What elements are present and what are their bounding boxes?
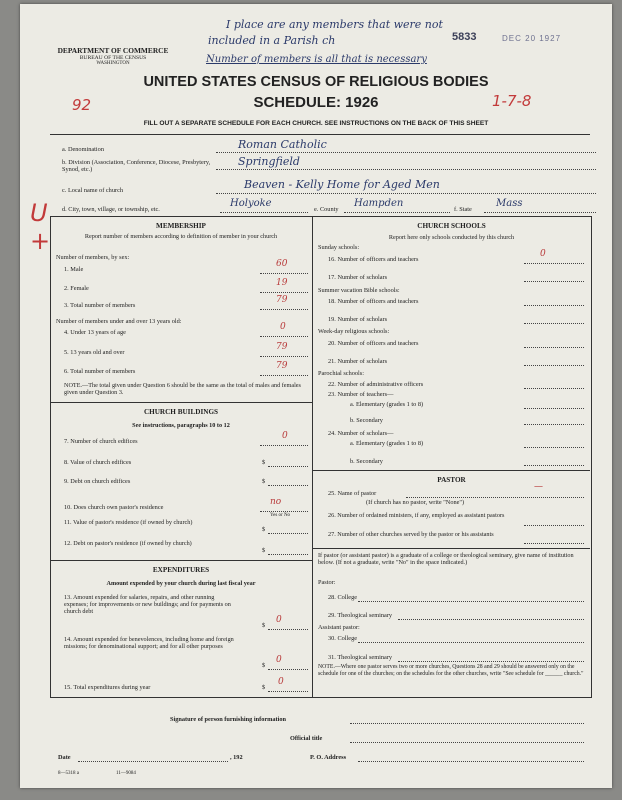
q9-line <box>268 478 308 486</box>
bureau-label: BUREAU OF THE CENSUS <box>79 55 147 61</box>
q2-label: 2. Female <box>64 285 89 292</box>
q3-label: 3. Total number of members <box>64 302 136 309</box>
date-code: 1-7-8 <box>492 92 532 110</box>
q29-line <box>398 612 584 620</box>
county-value[interactable]: Hampden <box>354 198 404 209</box>
age-intro: Number of members under and over 13 years old: <box>56 318 182 325</box>
q10-value[interactable]: no <box>270 497 282 507</box>
q13-value[interactable]: 0 <box>276 615 282 625</box>
section-divider <box>313 548 590 549</box>
handwritten-note-line1: I place are any members that were not <box>226 18 443 31</box>
q13-label: 13. Amount expended for salaries, repairs, and other running expenses; for improvements or new buildings; and for payments on church debt <box>64 594 231 615</box>
section-divider <box>50 402 312 403</box>
q19-label: 19. Number of scholars <box>328 316 388 323</box>
q26-line <box>524 518 584 526</box>
q6-value[interactable]: 79 <box>276 361 288 371</box>
local-name-value[interactable]: Beaven - Kelly Home for Aged Men <box>244 178 440 191</box>
q13-line <box>268 622 308 630</box>
po-address-line[interactable] <box>358 754 584 762</box>
q8-label: 8. Value of church edifices <box>64 459 132 466</box>
q11-line <box>268 526 308 534</box>
q12-line <box>268 547 308 555</box>
q14-label: 14. Amount expended for benevolences, including home and foreign missions; for denominational support; and for all other purposes <box>64 636 234 650</box>
pastor-sub-label: Pastor: <box>318 579 336 586</box>
city-label: WASHINGTON <box>96 61 130 66</box>
q19-line <box>524 316 584 324</box>
q21-label: 21. Number of scholars <box>328 358 388 365</box>
q24a-label: a. Elementary (grades 1 to 8) <box>350 440 424 447</box>
print-code: 11—9084 <box>116 771 136 776</box>
signature-line[interactable] <box>350 716 584 724</box>
q22-line <box>524 381 584 389</box>
stamp-number: 5833 <box>452 31 477 43</box>
membership-note: NOTE.—The total given under Question 6 should be the same as the total of males and females given under Question 3. <box>64 382 301 396</box>
stamp-date: DEC 20 1927 <box>502 34 562 43</box>
q31-line <box>398 654 584 662</box>
schools-intro: Report here only schools conducted by this church <box>388 234 515 241</box>
q24b-label: b. Secondary <box>350 458 383 465</box>
handwritten-note-line3: Number of members is all that is necessary <box>206 54 427 65</box>
q25-label: 25. Name of pastor <box>328 490 377 497</box>
division-label: b. Division (Association, Conference, Diocese, Presbytery, Synod, etc.) <box>62 159 211 173</box>
q23-label: 23. Number of teachers— <box>328 391 394 398</box>
membership-title: MEMBERSHIP <box>156 222 206 230</box>
q10-label: 10. Does church own pastor's residence <box>64 504 164 511</box>
census-schedule-sheet <box>20 4 612 788</box>
local-name-label: c. Local name of church <box>62 187 124 194</box>
q14-dollar: $ <box>262 662 266 669</box>
q30-label: 30. College <box>328 635 358 642</box>
instruction-line: FILL OUT A SEPARATE SCHEDULE FOR EACH CHURCH. SEE INSTRUCTIONS ON THE BACK OF THIS SHEET <box>143 120 489 127</box>
q27-line <box>524 536 584 544</box>
q15-line <box>268 684 308 692</box>
q4-label: 4. Under 13 years of age <box>64 329 126 336</box>
q13-dollar: $ <box>262 622 266 629</box>
q25-note: (If church has no pastor, write "None") <box>366 499 465 506</box>
state-value[interactable]: Mass <box>496 198 523 209</box>
q28-label: 28. College <box>328 594 358 601</box>
pastor-title: PASTOR <box>437 476 466 484</box>
q14-value[interactable]: 0 <box>276 655 282 665</box>
q21-line <box>524 358 584 366</box>
official-title-label: Official title <box>290 735 323 742</box>
q12-dollar: $ <box>262 547 266 554</box>
signature-label: Signature of person furnishing information <box>170 716 287 723</box>
q30-line <box>358 635 584 643</box>
q10-line <box>260 504 308 512</box>
q9-dollar: $ <box>262 478 266 485</box>
membership-intro: Report number of members according to definition of member in your church <box>84 233 278 240</box>
q26-label: 26. Number of ordained ministers, if any, employed as assistant pastors <box>328 512 505 519</box>
weekday-schools-label: Week-day religious schools: <box>318 328 390 335</box>
q8-dollar: $ <box>262 459 266 466</box>
official-title-line[interactable] <box>350 735 584 743</box>
q28-line <box>358 594 584 602</box>
q3-value[interactable]: 79 <box>276 295 288 305</box>
schools-title: CHURCH SCHOOLS <box>417 222 486 230</box>
q27-label: 27. Number of other churches served by the pastor or his assistants <box>328 531 494 538</box>
q16-value[interactable]: 0 <box>540 249 546 259</box>
sunday-schools-label: Sunday schools: <box>318 244 360 251</box>
q9-label: 9. Debt on church edifices <box>64 478 131 485</box>
buildings-sub: See instructions, paragraphs 10 to 12 <box>132 422 230 429</box>
q16-line <box>524 256 584 264</box>
q6-label: 6. Total number of members <box>64 368 136 375</box>
q14-line <box>268 662 308 670</box>
po-address-label: P. O. Address <box>310 754 347 761</box>
parochial-schools-label: Parochial schools: <box>318 370 364 377</box>
q20-line <box>524 340 584 348</box>
vacation-schools-label: Summer vacation Bible schools: <box>318 287 400 294</box>
q12-label: 12. Debt on pastor's residence (if owned by church) <box>64 540 192 547</box>
q5-label: 5. 13 years old and over <box>64 349 125 356</box>
q15-value[interactable]: 0 <box>278 677 284 687</box>
q17-label: 17. Number of scholars <box>328 274 388 281</box>
divider <box>50 134 590 135</box>
city-town-label: d. City, town, village, or township, etc. <box>62 206 160 213</box>
division-value[interactable]: Springfield <box>238 155 300 168</box>
section-divider <box>50 560 312 561</box>
q4-value[interactable]: 0 <box>280 322 286 332</box>
q11-label: 11. Value of pastor's residence (if owned by church) <box>64 519 193 526</box>
members-by-sex-label: Number of members, by sex: <box>56 254 130 261</box>
q31-label: 31. Theological seminary <box>328 654 393 661</box>
q7-value[interactable]: 0 <box>282 431 288 441</box>
q7-label: 7. Number of church edifices <box>64 438 138 445</box>
q23a-line <box>524 401 584 409</box>
q16-label: 16. Number of officers and teachers <box>328 256 419 263</box>
year-label: , 192 <box>230 754 243 761</box>
q17-line <box>524 274 584 282</box>
q5-value[interactable]: 79 <box>276 342 288 352</box>
q25-value[interactable]: — <box>534 482 543 492</box>
q15-label: 15. Total expenditures during year <box>64 684 151 691</box>
denomination-value[interactable]: Roman Catholic <box>238 138 327 151</box>
department-label: DEPARTMENT OF COMMERCE <box>57 46 169 55</box>
date-line[interactable] <box>78 754 228 762</box>
q24a-line <box>524 440 584 448</box>
q20-label: 20. Number of officers and teachers <box>328 340 419 347</box>
q25-line <box>406 490 584 498</box>
q11-dollar: $ <box>262 526 266 533</box>
q2-value[interactable]: 19 <box>276 278 288 288</box>
graduate-instruction: If pastor (or assistant pastor) is a graduate of a college or theological seminary, give name of institution below. (If not a graduate, write "No" in the space indicated.) <box>318 552 574 566</box>
pastor-note: NOTE.—Where one pastor serves two or more churches, Questions 28 and 29 should be answered only on the schedule for one of the churches; on the schedules for the other churches, write "See schedule for ______ church." <box>318 664 584 677</box>
q24b-line <box>524 458 584 466</box>
expenditures-title: EXPENDITURES <box>152 566 210 574</box>
yes-no-hint: Yes or No <box>270 513 291 518</box>
denomination-label: a. Denomination <box>62 146 104 153</box>
city-town-value[interactable]: Holyoke <box>230 198 272 209</box>
q15-dollar: $ <box>262 684 266 691</box>
assistant-pastor-sub-label: Assistant pastor: <box>318 624 360 631</box>
county-label: e. County <box>314 206 339 213</box>
q1-value[interactable]: 60 <box>276 259 288 269</box>
date-label: Date <box>58 754 71 761</box>
form-title: UNITED STATES CENSUS OF RELIGIOUS BODIES <box>143 74 489 90</box>
q8-line <box>268 459 308 467</box>
form-code: 8—5318 a <box>58 771 79 776</box>
handwritten-note-line2: included in a Parish ch <box>208 34 336 47</box>
margin-mark: U+ <box>30 199 51 255</box>
q22-label: 22. Number of administrative officers <box>328 381 424 388</box>
section-divider <box>313 470 590 471</box>
department-block <box>48 46 178 66</box>
q18-line <box>524 298 584 306</box>
buildings-title: CHURCH BUILDINGS <box>143 408 219 416</box>
state-label: f. State <box>454 206 472 213</box>
q18-label: 18. Number of officers and teachers <box>328 298 419 305</box>
expenditures-sub: Amount expended by your church during last fiscal year <box>106 580 256 587</box>
column-divider <box>312 216 313 698</box>
q23b-label: b. Secondary <box>350 417 383 424</box>
schedule-title: SCHEDULE: 1926 <box>253 94 379 111</box>
q23a-label: a. Elementary (grades 1 to 8) <box>350 401 424 408</box>
margin-number: 92 <box>72 96 92 114</box>
q24-label: 24. Number of scholars— <box>328 430 394 437</box>
q23b-line <box>524 417 584 425</box>
q29-label: 29. Theological seminary <box>328 612 393 619</box>
q1-label: 1. Male <box>64 266 84 273</box>
